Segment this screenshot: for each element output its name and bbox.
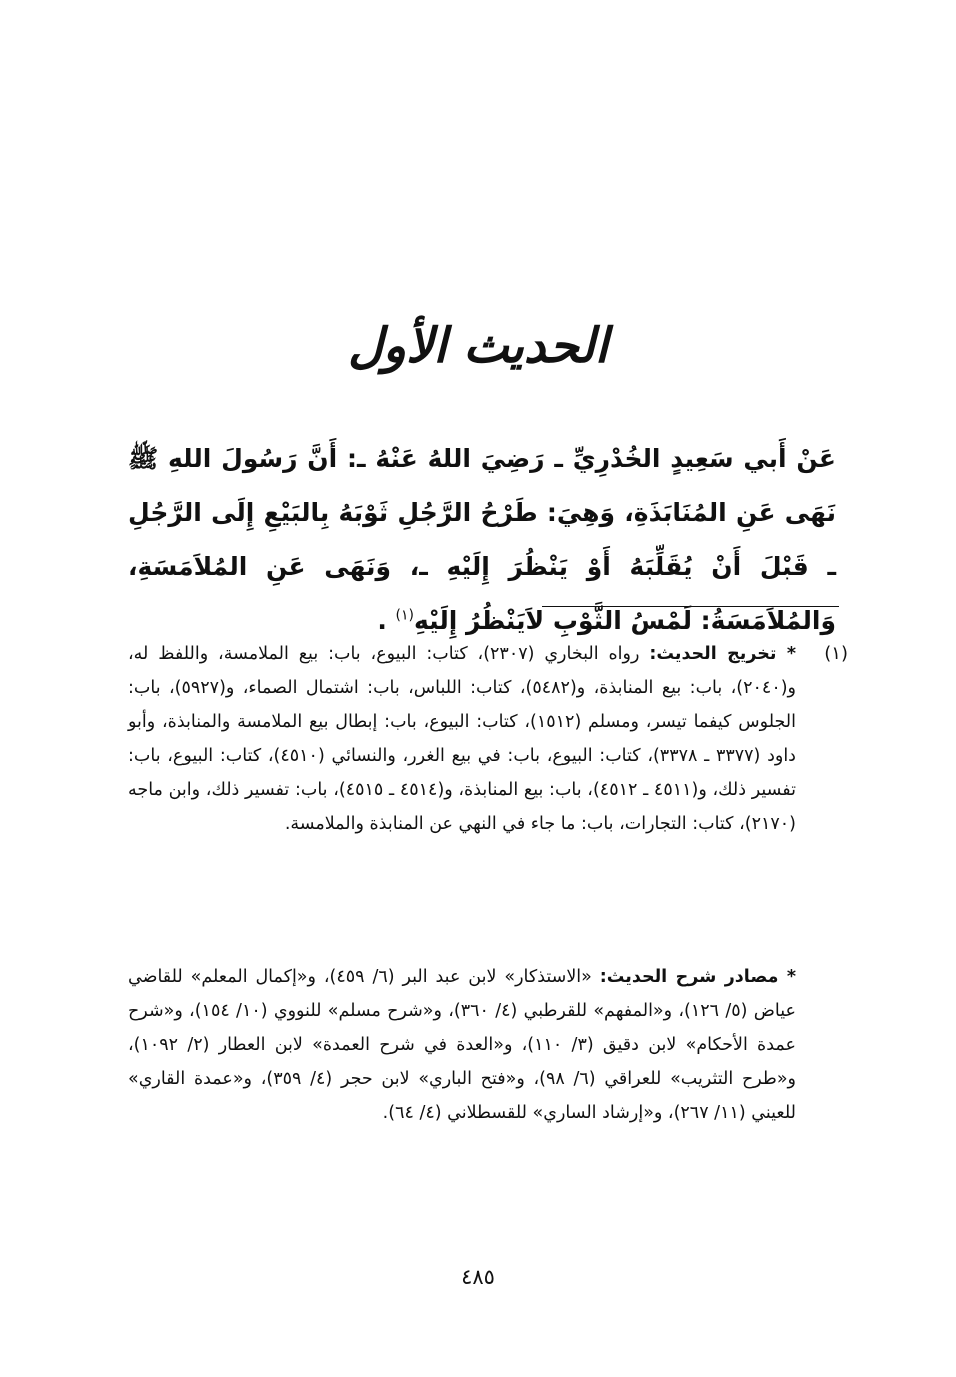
takhrij-label: * تخريج الحديث: xyxy=(649,644,796,664)
hadith-end-punctuation: . xyxy=(377,606,396,635)
footnote-sources xyxy=(128,960,796,1130)
takhrij-text: رواه البخاري (٢٣٠٧)، كتاب: البيوع، باب: بيع الملامسة، واللفظ له، و(٢٠٤٠)، باب: بيع المنابذة، و(٥٤٨٢)، كتاب: اللباس، باب: اشتمال الصماء، و(٥٩٢٧)، باب: الجلوس كيفما تيسر، ومسلم (١٥١٢)، كتاب: البيوع، باب: إبطال بيع الملامسة والمنابذة، وأبو داود (٣٣٧٧ ـ ٣٣٧٨)، كتاب: البيوع، باب: في بيع الغرر، والنسائي (٤٥١٠)، كتاب: البيوع، باب: تفسير ذلك، و(٤٥١١ ـ ٤٥١٢)، باب: بيع المنابذة، و(٤٥١٤ ـ ٤٥١٥)، باب: تفسير ذلك، وابن ماجه (٢١٧٠)، كتاب: التجارات، باب: ما جاء في النهي عن المنابذة والملامسة. xyxy=(128,644,797,834)
hadith-text-block xyxy=(128,432,836,648)
page-title: الحديث الأول xyxy=(347,318,609,374)
page-number: ٤٨٥ xyxy=(461,1265,495,1289)
footnote-takhrij xyxy=(128,637,796,841)
footnote-divider xyxy=(542,606,839,607)
sources-text: «الاستذكار» لابن عبد البر (٦/ ٤٥٩)، و«إكمال المعلم» للقاضي عياض (٥/ ١٢٦)، و«المفهم» للقرطبي (٤/ ٣٦٠)، و«شرح مسلم» للنووي (١٠/ ١٥٤)، و«شرح عمدة الأحكام» لابن دقيق (٣/ ١١٠)، و«العدة في شرح العمدة» لابن العطار (٢/ ١٠٩٢)، و«طرح التثريب» للعراقي (٦/ ٩٨)، و«فتح الباري» لابن حجر (٤/ ٣٥٩)، و«عمدة القاري» للعيني (١١/ ٢٦٧)، و«إرشاد الساري» للقسطلاني (٤/ ٦٤). xyxy=(128,967,796,1123)
sources-label: * مصادر شرح الحديث: xyxy=(599,967,796,987)
hadith-text: عَنْ أَبي سَعِيدٍ الخُدْرِيِّ ـ رَضِيَ اللهُ عَنْهُ ـ: أَنَّ رَسُولَ اللهِ ﷺ نَهَى عَنِ المُنَابَذَةِ، وَهِيَ: طَرْحُ الرَّجُلِ ثَوْبَهُ بِالبَيْعِ إِلَى الرَّجُلِ ـ قَبْلَ أَنْ يُقَلِّبَهُ أَوْ يَنْظُرَ إِلَيْهِ ـ، وَنَهَى عَنِ المُلاَمَسَةِ، وَالمُلاَمَسَةُ: لَمْسُ الثَّوْبِ لاَيَنْظُرُ إِلَيْهِ xyxy=(128,444,836,635)
footnote-reference: (١) xyxy=(395,607,414,624)
footnote-number: (١) xyxy=(824,643,848,664)
